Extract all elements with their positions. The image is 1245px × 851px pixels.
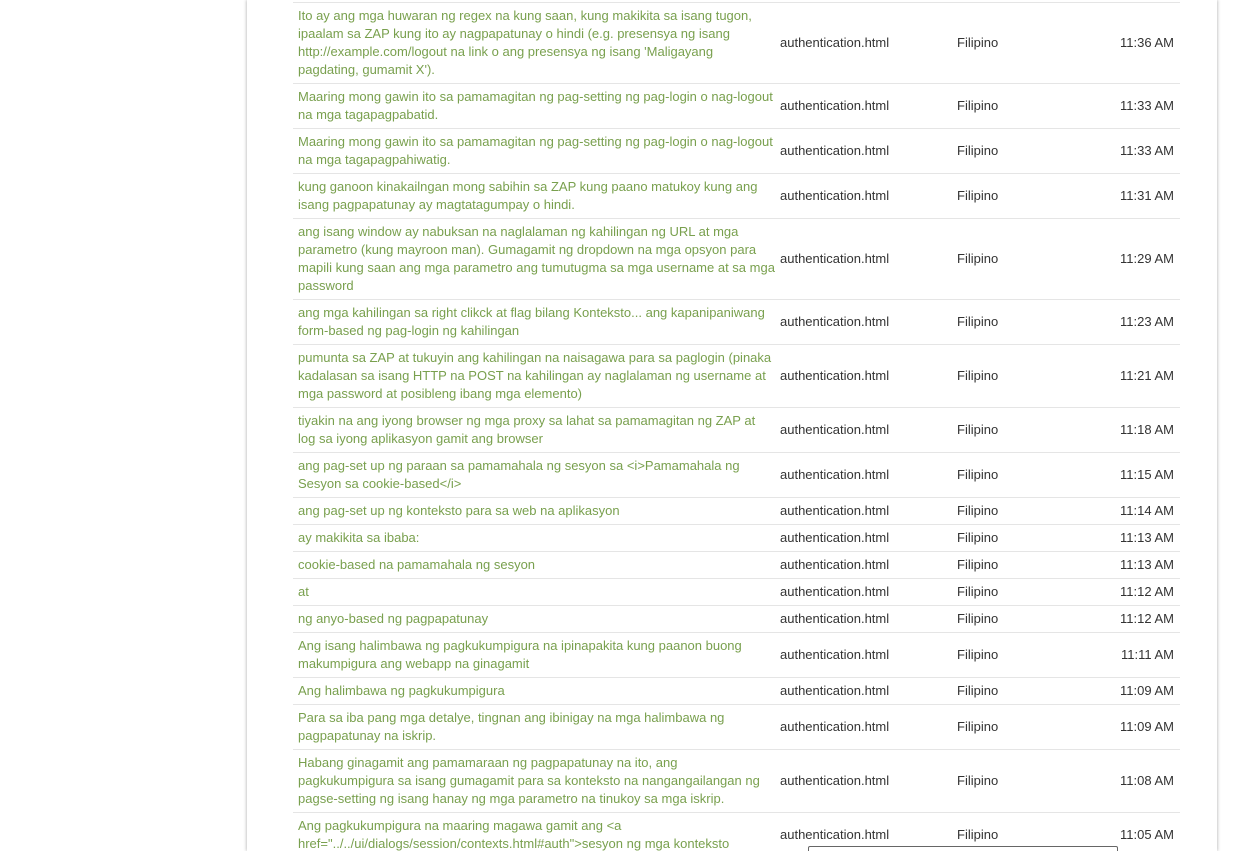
file-name-cell: authentication.html <box>780 773 890 788</box>
table-row[interactable] <box>293 300 1180 345</box>
time-cell: 11:12 AM <box>1120 584 1174 599</box>
time-cell: 11:29 AM <box>1120 251 1174 266</box>
table-row[interactable] <box>293 579 1180 606</box>
source-text-cell <box>293 174 775 218</box>
language-cell: Filipino <box>957 422 999 437</box>
source-text-link[interactable]: tiyakin na ang iyong browser ng mga proxy sa lahat sa pamamagitan ng ZAP at log sa iyong aplikasyon gamit ang browser <box>298 413 756 446</box>
language-cell: Filipino <box>957 611 999 626</box>
source-text-link[interactable]: ay makikita sa ibaba: <box>298 530 420 545</box>
table-row[interactable] <box>293 750 1180 813</box>
time-cell: 11:05 AM <box>1120 827 1174 842</box>
source-text-cell <box>293 408 775 452</box>
language-cell: Filipino <box>957 683 999 698</box>
table-row[interactable] <box>293 678 1180 705</box>
source-text-link[interactable]: Ang halimbawa ng pagkukumpigura <box>298 683 505 698</box>
table-row[interactable] <box>293 84 1180 129</box>
source-text-link[interactable]: pumunta sa ZAP at tukuyin ang kahilingan na naisagawa para sa paglogin (pinaka kadalasan sa isang HTTP na POST na kahilingan ay naglalaman ng username at mga password at posibleng ibang mga elemento) <box>298 350 772 401</box>
time-cell: 11:11 AM <box>1121 647 1174 662</box>
file-name-cell: authentication.html <box>780 251 890 266</box>
file-name-cell: authentication.html <box>780 422 890 437</box>
table-row[interactable] <box>293 633 1180 678</box>
table-row[interactable] <box>293 606 1180 633</box>
source-text-cell <box>293 84 775 128</box>
source-text-cell <box>293 129 775 173</box>
time-cell: 11:08 AM <box>1120 773 1174 788</box>
time-cell: 11:09 AM <box>1120 683 1174 698</box>
file-name-cell: authentication.html <box>780 35 890 50</box>
file-name-cell: authentication.html <box>780 611 890 626</box>
source-text-link[interactable]: at <box>298 584 309 599</box>
language-cell: Filipino <box>957 719 999 734</box>
table-row[interactable] <box>293 129 1180 174</box>
table-row[interactable] <box>293 345 1180 408</box>
source-text-cell <box>293 606 775 632</box>
file-name-cell: authentication.html <box>780 467 890 482</box>
time-cell: 11:13 AM <box>1120 557 1174 572</box>
source-text-cell <box>293 813 775 851</box>
time-cell: 11:31 AM <box>1120 188 1174 203</box>
source-text-link[interactable]: ang pag-set up ng konteksto para sa web na aplikasyon <box>298 503 620 518</box>
language-cell: Filipino <box>957 368 999 383</box>
source-text-link[interactable]: ang isang window ay nabuksan na naglalaman ng kahilingan ng URL at mga parametro (kung mayroon man). Gumagamit ng dropdown na mga opsyon para mapili kung saan ang mga parametro ang tumutugma sa mga username at sa mga password <box>298 224 775 293</box>
language-cell: Filipino <box>957 584 999 599</box>
language-cell: Filipino <box>957 647 999 662</box>
language-cell: Filipino <box>957 98 999 113</box>
time-cell: 11:21 AM <box>1120 368 1174 383</box>
source-text-link[interactable]: Maaring mong gawin ito sa pamamagitan ng pag-setting ng pag-login o nag-logout na mga tagapagpabatid. <box>298 89 773 122</box>
source-text-cell <box>293 678 775 704</box>
source-text-link[interactable]: Maaring mong gawin ito sa pamamagitan ng pag-setting ng pag-login o nag-logout na mga tagapagpahiwatig. <box>298 134 773 167</box>
source-text-link[interactable]: Ang pagkukumpigura na maaring magawa gamit ang <a href="../../ui/dialogs/session/contexts.html#auth">sesyon ng mga konteksto <box>298 818 730 851</box>
source-text-link[interactable]: ang mga kahilingan sa right clikck at flag bilang Konteksto... ang kapanipaniwang form-based ng pag-login ng kahilingan <box>298 305 765 338</box>
source-text-cell <box>293 750 775 812</box>
source-text-cell <box>293 552 775 578</box>
language-cell: Filipino <box>957 773 999 788</box>
time-cell: 11:36 AM <box>1120 35 1174 50</box>
table-row[interactable] <box>293 219 1180 300</box>
time-cell: 11:09 AM <box>1120 719 1174 734</box>
file-name-cell: authentication.html <box>780 719 890 734</box>
table-row[interactable] <box>293 408 1180 453</box>
time-cell: 11:14 AM <box>1120 503 1174 518</box>
language-cell: Filipino <box>957 143 999 158</box>
source-text-cell <box>293 525 775 551</box>
source-text-cell <box>293 633 775 677</box>
language-cell: Filipino <box>957 827 999 842</box>
time-cell: 11:15 AM <box>1120 467 1174 482</box>
source-text-link[interactable]: cookie-based na pamamahala ng sesyon <box>298 557 536 572</box>
file-name-cell: authentication.html <box>780 98 890 113</box>
source-text-cell <box>293 345 775 407</box>
time-cell: 11:33 AM <box>1120 98 1174 113</box>
table-row[interactable] <box>293 525 1180 552</box>
language-cell: Filipino <box>957 530 999 545</box>
source-text-link[interactable]: Para sa iba pang mga detalye, tingnan ang ibinigay na mga halimbawa ng pagpapatunay na iskrip. <box>298 710 725 743</box>
source-text-link[interactable]: Habang ginagamit ang pamamaraan ng pagpapatunay na ito, ang pagkukumpigura sa isang gumagamit para sa konteksto na nangangailangan ng pagse-setting ng isang hanay ng mga parametro na tinukoy sa mga iskrip. <box>298 755 760 806</box>
file-name-cell: authentication.html <box>780 584 890 599</box>
source-text-cell <box>293 498 775 524</box>
translation-history-panel <box>247 0 1217 851</box>
language-cell: Filipino <box>957 188 999 203</box>
source-text-link[interactable]: kung ganoon kinakailngan mong sabihin sa ZAP kung paano matukoy kung ang isang pagpapatunay ay magtatagumpay o hindi. <box>298 179 758 212</box>
file-name-cell: authentication.html <box>780 368 890 383</box>
source-text-link[interactable]: ang pag-set up ng paraan sa pamamahala ng sesyon sa <i>Pamamahala ng Sesyon sa cookie-based</i> <box>298 458 740 491</box>
source-text-cell <box>293 3 775 83</box>
file-name-cell: authentication.html <box>780 530 890 545</box>
file-name-cell: authentication.html <box>780 143 890 158</box>
file-name-cell: authentication.html <box>780 827 890 842</box>
source-text-cell <box>293 300 775 344</box>
table-row[interactable] <box>293 174 1180 219</box>
table-row[interactable] <box>293 705 1180 750</box>
file-name-cell: authentication.html <box>780 503 890 518</box>
source-text-cell <box>293 453 775 497</box>
translation-history-table <box>293 2 1180 851</box>
language-cell: Filipino <box>957 557 999 572</box>
time-cell: 11:18 AM <box>1120 422 1174 437</box>
language-cell: Filipino <box>957 503 999 518</box>
table-row[interactable] <box>293 498 1180 525</box>
source-text-cell <box>293 579 775 605</box>
left-gutter <box>0 0 247 851</box>
table-row[interactable] <box>293 3 1180 84</box>
source-text-cell <box>293 705 775 749</box>
file-name-cell: authentication.html <box>780 647 890 662</box>
language-cell: Filipino <box>957 467 999 482</box>
file-name-cell: authentication.html <box>780 683 890 698</box>
file-name-cell: authentication.html <box>780 557 890 572</box>
source-text-link[interactable]: Ang isang halimbawa ng pagkukumpigura na ipinapakita kung paanon buong makumpigura ang webapp na ginagamit <box>298 638 742 671</box>
source-text-link[interactable]: Ito ay ang mga huwaran ng regex na kung saan, kung makikita sa isang tugon, ipaalam sa ZAP kung ito ay nagpapatunay o hindi (e.g. presensya ng isang http://example.com/logout na link o ang presensya ng isang 'Maligayang pagdating, gumamit X'). <box>298 8 752 77</box>
time-cell: 11:33 AM <box>1120 143 1174 158</box>
time-cell: 11:13 AM <box>1120 530 1174 545</box>
language-cell: Filipino <box>957 314 999 329</box>
table-row[interactable] <box>293 552 1180 579</box>
time-cell: 11:23 AM <box>1120 314 1174 329</box>
file-name-cell: authentication.html <box>780 188 890 203</box>
source-text-cell <box>293 219 775 299</box>
table-row[interactable] <box>293 453 1180 498</box>
language-cell: Filipino <box>957 251 999 266</box>
source-text-link[interactable]: ng anyo-based ng pagpapatunay <box>298 611 489 626</box>
language-cell: Filipino <box>957 35 999 50</box>
file-name-cell: authentication.html <box>780 314 890 329</box>
popup-box <box>808 846 1118 851</box>
time-cell: 11:12 AM <box>1120 611 1174 626</box>
